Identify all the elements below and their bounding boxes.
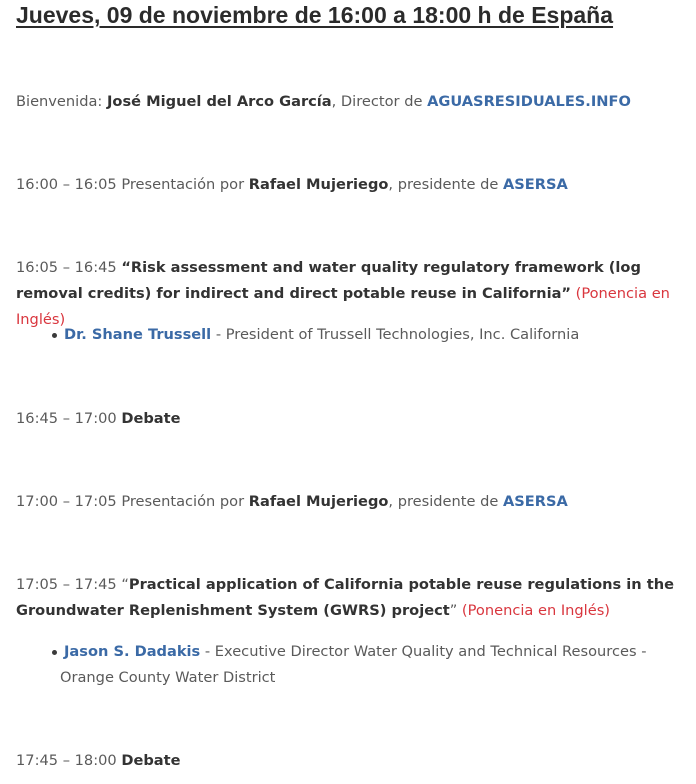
agenda-item-6-label: Debate [121, 752, 181, 769]
agenda-item-2-speakers [16, 322, 686, 348]
agenda-item-4-speaker: Rafael Mujeriego [248, 493, 389, 510]
agenda-item-5-speakers [16, 639, 686, 691]
speaker-description: - President of Trussell Technologies, Inc. California [211, 326, 580, 343]
agenda-item-2-title: “Risk assessment and water quality regulatory framework (log removal credits) for indirect and direct potable reuse in California” [16, 259, 641, 302]
agenda-item-1-middle: , presidente de [388, 176, 503, 193]
agenda-item-3 [16, 406, 181, 432]
list-item [16, 322, 686, 348]
agenda-item-5 [16, 572, 676, 624]
welcome-host-name: José Miguel del Arco García [106, 93, 332, 110]
welcome-line [16, 89, 631, 115]
agenda-item-3-time: 16:45 – 17:00 [16, 410, 122, 427]
agenda-item-2-language-note: (Ponencia en Inglés) [16, 285, 670, 328]
speaker-description: - Executive Director Water Quality and Technical Resources - [200, 643, 647, 660]
bullet-icon [52, 333, 57, 338]
agenda-item-4-time: 17:00 – 17:05 Presentación por [16, 493, 249, 510]
agenda-item-4 [16, 489, 568, 515]
agenda-item-3-label: Debate [121, 410, 181, 427]
bullet-icon [52, 650, 57, 655]
shane-trussell-link[interactable]: Dr. Shane Trussell [64, 326, 212, 343]
aguasresiduales-link[interactable]: AGUASRESIDUALES.INFO [427, 93, 631, 110]
agenda-item-6 [16, 748, 181, 774]
agenda-item-5-time: 17:05 – 17:45 “ [16, 576, 129, 593]
page-title: Jueves, 09 de noviembre de 16:00 a 18:00 h de España [16, 2, 614, 28]
agenda-item-6-time: 17:45 – 18:00 [16, 752, 122, 769]
agenda-item-1-speaker: Rafael Mujeriego [248, 176, 389, 193]
welcome-prefix: Bienvenida: [16, 93, 107, 110]
list-item [16, 639, 686, 691]
agenda-item-4-middle: , presidente de [388, 493, 503, 510]
welcome-middle: , Director de [331, 93, 428, 110]
agenda-item-2-time: 16:05 – 16:45 [16, 259, 122, 276]
agenda-item-1-time: 16:00 – 16:05 Presentación por [16, 176, 249, 193]
agenda-item-5-close-quote: ” [449, 602, 458, 619]
asersa-link-2[interactable]: ASERSA [503, 493, 568, 510]
agenda-item-5-title: Practical application of California potable reuse regulations in the Groundwater Replenishment System (GWRS) project [16, 576, 675, 619]
asersa-link-1[interactable]: ASERSA [503, 176, 568, 193]
jason-dadakis-link[interactable]: Jason S. Dadakis [64, 643, 201, 660]
agenda-item-5-language-note: (Ponencia en Inglés) [457, 602, 610, 619]
speaker-description-continued: Orange County Water District [60, 669, 276, 686]
agenda-item-1 [16, 172, 568, 198]
